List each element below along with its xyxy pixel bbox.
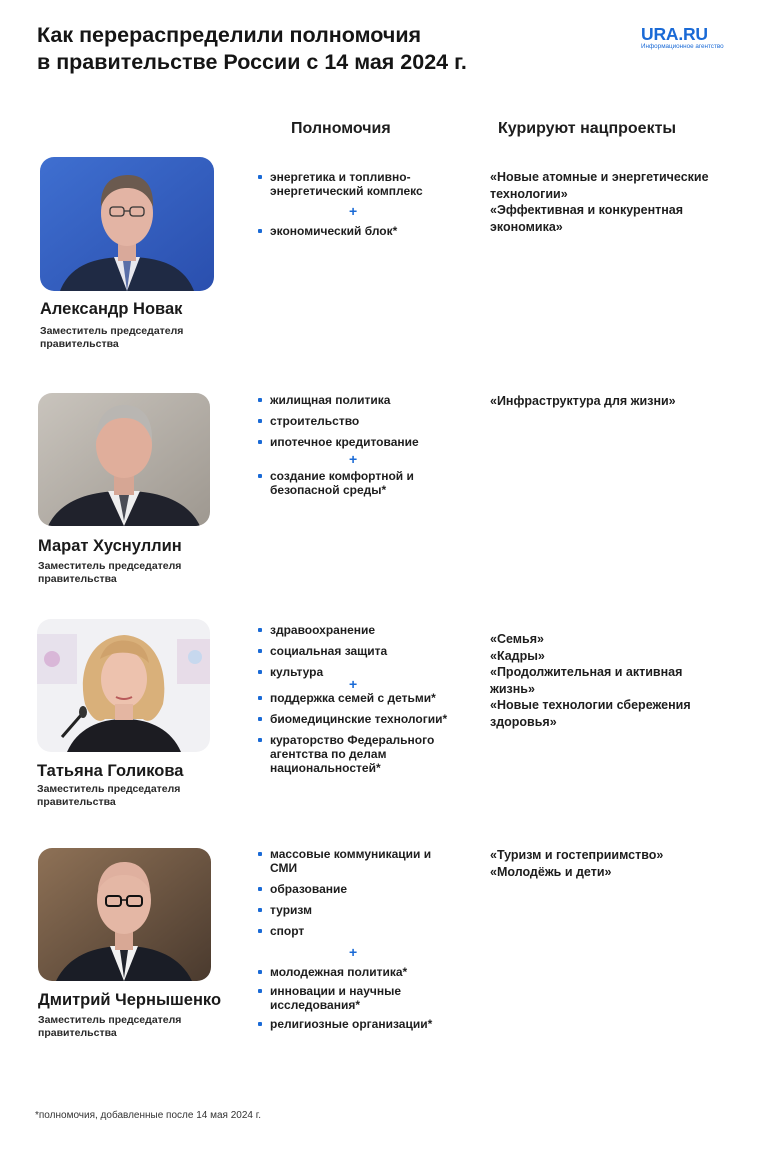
powers-list: [258, 847, 448, 938]
column-header-projects: Курируют нацпроекты: [498, 120, 677, 137]
person-name: Татьяна Голикова: [37, 762, 184, 780]
plus-icon: +: [349, 203, 358, 219]
powers-list: [258, 170, 483, 198]
power-item: спорт: [258, 924, 448, 938]
person-name: Дмитрий Чернышенко: [38, 991, 222, 1009]
power-item: экономический блок*: [258, 224, 483, 238]
power-item: создание комфортной и безопасной среды*: [258, 469, 418, 497]
project-item: «Новые атомные и энергетические технологии»: [490, 170, 709, 201]
logo-subtitle: Информационное агентство: [641, 43, 724, 50]
power-item: массовые коммуникации и СМИ: [258, 847, 448, 875]
project-item: «Инфраструктура для жизни»: [490, 394, 676, 408]
title-line-1: Как перераспределили полномочия: [37, 23, 422, 47]
logo-text: URA.RU: [641, 24, 708, 44]
project-item: «Продолжительная и активная жизнь»: [490, 665, 683, 696]
plus-icon: +: [349, 451, 358, 467]
projects-list: [490, 631, 720, 730]
power-item: инновации и научные исследования*: [258, 984, 430, 1012]
project-item: «Туризм и гостеприимство»: [490, 848, 664, 862]
power-item: туризм: [258, 903, 448, 917]
photo-khusnullin: [38, 393, 210, 526]
power-item: биомедицинские технологии*: [258, 712, 483, 726]
powers-list-added: [258, 965, 458, 1031]
power-item: ипотечное кредитование: [258, 435, 483, 449]
projects-list: [490, 393, 735, 410]
projects-list: [490, 847, 735, 880]
person-role: Заместитель председателя правительства: [40, 325, 184, 350]
project-item: «Семья»: [490, 632, 544, 646]
photo-golikova: [37, 619, 210, 752]
project-item: «Молодёжь и дети»: [490, 864, 612, 879]
column-header-powers: Полномочия: [291, 120, 391, 137]
powers-list-added: [258, 224, 483, 238]
project-item: «Эффективная и конкурентная экономика»: [490, 203, 684, 234]
person-role: Заместитель председателя правительства: [37, 783, 181, 808]
person-name: Марат Хуснуллин: [38, 537, 182, 555]
person-role: Заместитель председателя правительства: [38, 1014, 182, 1039]
power-item: поддержка семей с детьми*: [258, 691, 483, 705]
photo-chernyshenko: [38, 848, 211, 981]
plus-icon: +: [349, 676, 358, 692]
power-item: строительство: [258, 414, 483, 428]
power-item: жилищная политика: [258, 393, 483, 407]
powers-list-added: [258, 691, 483, 775]
footnote: *полномочия, добавленные после 14 мая 2024 г.: [35, 1110, 261, 1121]
power-item: кураторство Федерального агентства по делам национальностей*: [258, 733, 460, 775]
power-item: образование: [258, 882, 448, 896]
power-item: религиозные организации*: [258, 1017, 458, 1031]
person-role: Заместитель председателя правительства: [38, 560, 182, 585]
powers-list: [258, 393, 483, 449]
photo-novak: [40, 157, 214, 291]
powers-list: [258, 623, 483, 679]
projects-list: [490, 169, 735, 235]
power-item: социальная защита: [258, 644, 483, 658]
project-item: «Новые технологии сбережения здоровья»: [490, 698, 691, 729]
power-item: энергетика и топливно-энергетический комплекс: [258, 170, 483, 198]
power-item: здравоохранение: [258, 623, 483, 637]
powers-list-added: [258, 469, 418, 497]
person-name: Александр Новак: [40, 300, 183, 318]
plus-icon: +: [349, 944, 358, 960]
page-title: [37, 22, 597, 76]
ura-ru-logo: [641, 25, 741, 51]
project-item: «Кадры»: [490, 648, 545, 663]
power-item: молодежная политика*: [258, 965, 458, 979]
power-item: культура: [258, 665, 483, 679]
title-line-2: в правительстве России с 14 мая 2024 г.: [37, 50, 467, 74]
